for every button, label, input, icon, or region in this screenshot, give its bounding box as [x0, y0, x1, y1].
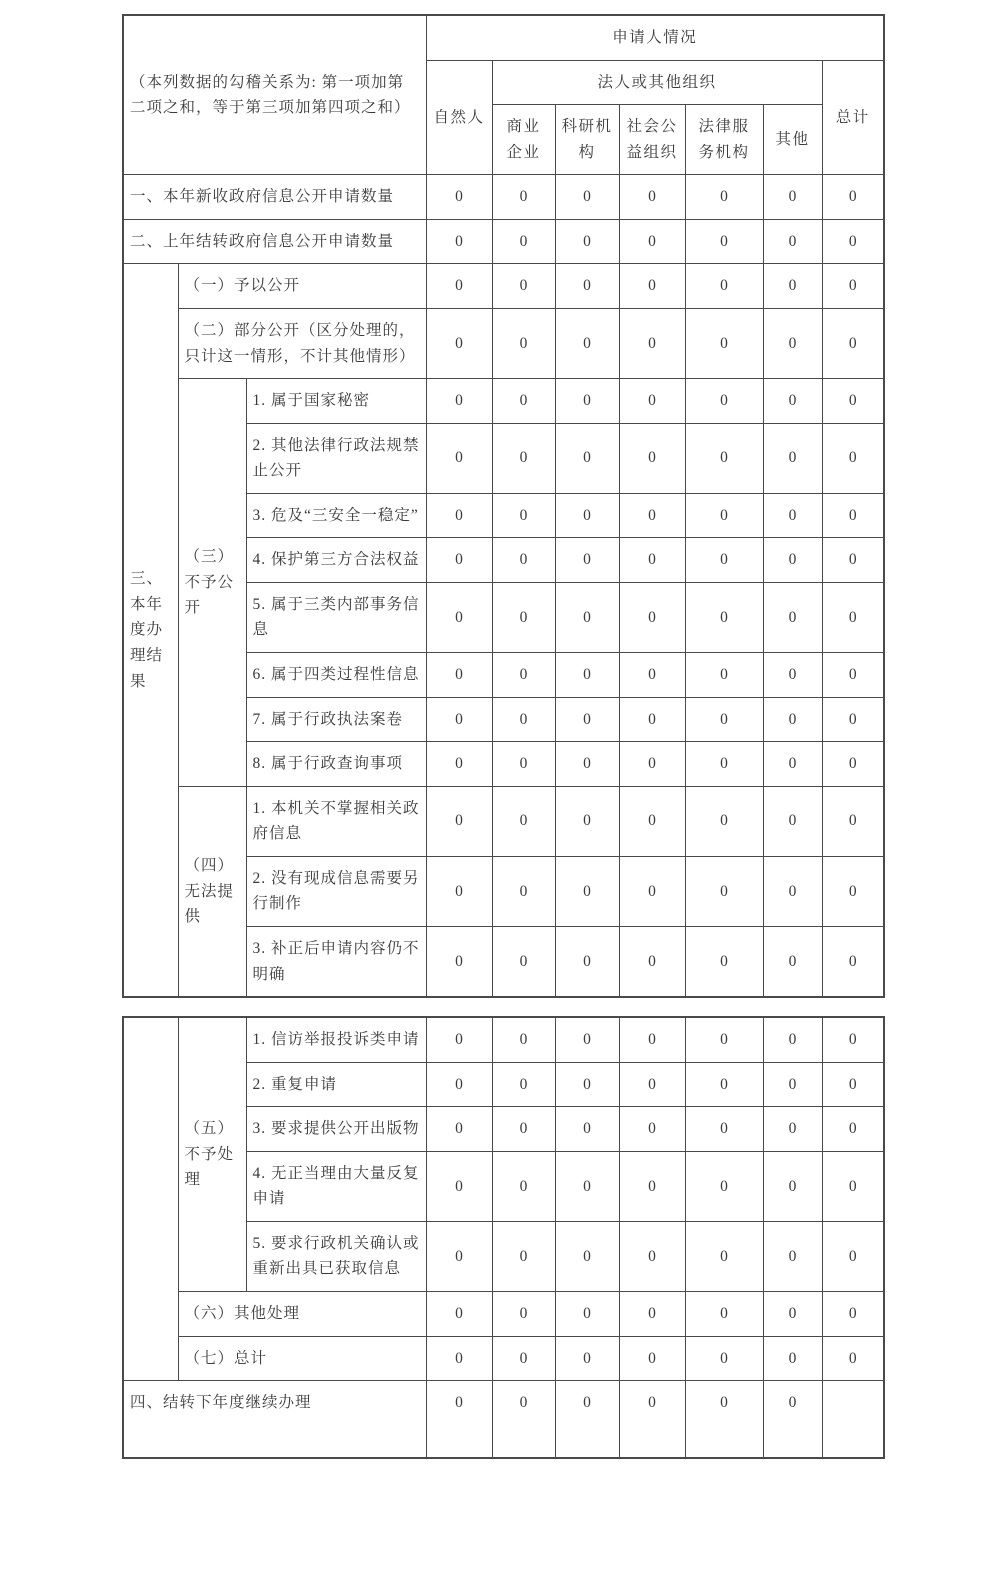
table-row	[123, 308, 884, 378]
value-cell: 0	[492, 379, 555, 424]
row-label-carried-to-next-year: 四、结转下年度继续办理	[123, 1381, 426, 1459]
row-label-enforcement-files: 7. 属于行政执法案卷	[246, 697, 426, 742]
row-label-info-not-held: 1. 本机关不掌握相关政府信息	[246, 786, 426, 856]
row-label-other-processing: （六）其他处理	[178, 1292, 426, 1337]
group-label-unable-to-provide: （四）无法提供	[178, 786, 246, 997]
value-cell: 0	[685, 1062, 763, 1107]
value-cell: 0	[822, 379, 884, 424]
value-cell: 0	[619, 926, 685, 997]
value-cell: 0	[426, 264, 492, 309]
value-cell: 0	[555, 1151, 619, 1221]
value-cell: 0	[619, 653, 685, 698]
value-cell: 0	[426, 697, 492, 742]
value-cell: 0	[492, 1292, 555, 1337]
value-cell: 0	[822, 423, 884, 493]
value-cell: 0	[685, 493, 763, 538]
value-cell: 0	[426, 1107, 492, 1152]
value-cell: 0	[555, 308, 619, 378]
row-label-petition-complaint: 1. 信访举报投诉类申请	[246, 1017, 426, 1062]
value-cell: 0	[685, 538, 763, 583]
value-cell: 0	[685, 1151, 763, 1221]
value-cell: 0	[763, 493, 822, 538]
row-label-internal-affairs-info: 5. 属于三类内部事务信息	[246, 582, 426, 652]
value-cell: 0	[426, 175, 492, 220]
value-cell: 0	[555, 697, 619, 742]
value-cell: 0	[763, 1151, 822, 1221]
value-cell: 0	[426, 423, 492, 493]
value-cell: 0	[763, 308, 822, 378]
value-cell: 0	[619, 308, 685, 378]
value-cell: 0	[763, 1062, 822, 1107]
value-cell: 0	[619, 1221, 685, 1291]
value-cell: 0	[763, 1292, 822, 1337]
value-cell: 0	[492, 423, 555, 493]
value-cell: 0	[685, 786, 763, 856]
row-label-administrative-inquiry: 8. 属于行政查询事项	[246, 742, 426, 787]
value-cell: 0	[555, 379, 619, 424]
row-label-confirm-or-reissue-info: 5. 要求行政机关确认或重新出具已获取信息	[246, 1221, 426, 1291]
value-cell: 0	[685, 175, 763, 220]
value-cell: 0	[822, 697, 884, 742]
value-cell: 0	[619, 264, 685, 309]
value-cell: 0	[555, 1336, 619, 1381]
value-cell: 0	[822, 1017, 884, 1062]
value-cell: 0	[685, 697, 763, 742]
value-cell: 0	[492, 1107, 555, 1152]
row-label-repeated-application: 2. 重复申请	[246, 1062, 426, 1107]
table-row	[123, 264, 884, 309]
value-cell: 0	[426, 1292, 492, 1337]
value-cell: 0	[426, 582, 492, 652]
value-cell: 0	[763, 697, 822, 742]
value-cell: 0	[492, 1336, 555, 1381]
table-row	[123, 1017, 884, 1062]
value-cell: 0	[822, 1151, 884, 1221]
table-row	[123, 219, 884, 264]
value-cell: 0	[763, 1381, 822, 1459]
value-cell: 0	[426, 308, 492, 378]
value-cell: 0	[492, 926, 555, 997]
value-cell: 0	[426, 742, 492, 787]
value-cell	[822, 1381, 884, 1459]
value-cell: 0	[492, 219, 555, 264]
value-cell: 0	[619, 1151, 685, 1221]
value-cell: 0	[763, 653, 822, 698]
value-cell: 0	[555, 538, 619, 583]
value-cell: 0	[822, 1062, 884, 1107]
col-header-natural-person: 自然人	[426, 60, 492, 175]
disclosure-table-upper	[122, 14, 885, 998]
value-cell: 0	[555, 175, 619, 220]
value-cell: 0	[555, 742, 619, 787]
row-label-third-party-rights: 4. 保护第三方合法权益	[246, 538, 426, 583]
value-cell: 0	[426, 653, 492, 698]
value-cell: 0	[685, 1221, 763, 1291]
value-cell: 0	[685, 219, 763, 264]
value-cell: 0	[685, 653, 763, 698]
row-label-partial-disclosure: （二）部分公开（区分处理的，只计这一情形，不计其他情形）	[178, 308, 426, 378]
value-cell: 0	[822, 1292, 884, 1337]
group-label-refused-disclosure: （三）不予公开	[178, 379, 246, 787]
table-row	[123, 1381, 884, 1459]
value-cell: 0	[619, 742, 685, 787]
value-cell: 0	[763, 538, 822, 583]
col-header-business: 商业企业	[492, 105, 555, 175]
value-cell: 0	[492, 308, 555, 378]
col-header-applicant-group: 申请人情况	[426, 15, 884, 60]
value-cell: 0	[822, 175, 884, 220]
value-cell: 0	[492, 856, 555, 926]
group-label-not-processed: （五）不予处理	[178, 1017, 246, 1291]
value-cell: 0	[492, 1221, 555, 1291]
value-cell: 0	[763, 175, 822, 220]
value-cell: 0	[492, 538, 555, 583]
value-cell: 0	[822, 1336, 884, 1381]
value-cell: 0	[426, 1062, 492, 1107]
value-cell: 0	[685, 379, 763, 424]
table-row	[123, 175, 884, 220]
value-cell: 0	[822, 786, 884, 856]
value-cell: 0	[619, 856, 685, 926]
value-cell: 0	[492, 264, 555, 309]
row-label-needs-separate-production: 2. 没有现成信息需要另行制作	[246, 856, 426, 926]
value-cell: 0	[555, 493, 619, 538]
row-label-subtotal: （七）总计	[178, 1336, 426, 1381]
col-header-legal-service: 法律服务机构	[685, 105, 763, 175]
value-cell: 0	[492, 175, 555, 220]
value-cell: 0	[822, 493, 884, 538]
value-cell: 0	[763, 856, 822, 926]
col-header-research: 科研机构	[555, 105, 619, 175]
value-cell: 0	[426, 1017, 492, 1062]
row-label-new-applications: 一、本年新收政府信息公开申请数量	[123, 175, 426, 220]
col-header-other: 其他	[763, 105, 822, 175]
value-cell: 0	[555, 1107, 619, 1152]
value-cell: 0	[822, 653, 884, 698]
row-label-public-publications: 3. 要求提供公开出版物	[246, 1107, 426, 1152]
value-cell: 0	[492, 493, 555, 538]
value-cell: 0	[822, 1221, 884, 1291]
value-cell: 0	[619, 175, 685, 220]
value-cell: 0	[763, 1107, 822, 1152]
value-cell: 0	[555, 1221, 619, 1291]
value-cell: 0	[492, 653, 555, 698]
value-cell: 0	[685, 856, 763, 926]
value-cell: 0	[763, 423, 822, 493]
row-label-unjustified-repeat-requests: 4. 无正当理由大量反复申请	[246, 1151, 426, 1221]
value-cell: 0	[426, 493, 492, 538]
value-cell: 0	[763, 1336, 822, 1381]
value-cell: 0	[619, 1292, 685, 1337]
value-cell: 0	[822, 219, 884, 264]
value-cell: 0	[619, 786, 685, 856]
value-cell: 0	[426, 786, 492, 856]
value-cell: 0	[822, 264, 884, 309]
value-cell: 0	[685, 1381, 763, 1459]
value-cell: 0	[492, 1062, 555, 1107]
value-cell: 0	[555, 219, 619, 264]
value-cell: 0	[685, 1336, 763, 1381]
value-cell: 0	[555, 1017, 619, 1062]
value-cell: 0	[763, 219, 822, 264]
value-cell: 0	[619, 1062, 685, 1107]
value-cell: 0	[426, 538, 492, 583]
value-cell: 0	[555, 582, 619, 652]
value-cell: 0	[426, 926, 492, 997]
disclosure-table-lower	[122, 1016, 885, 1459]
value-cell: 0	[492, 1017, 555, 1062]
value-cell: 0	[492, 786, 555, 856]
value-cell: 0	[426, 856, 492, 926]
value-cell: 0	[685, 264, 763, 309]
value-cell: 0	[822, 308, 884, 378]
row-label-endanger-security: 3. 危及“三安全一稳定”	[246, 493, 426, 538]
value-cell: 0	[822, 582, 884, 652]
value-cell: 0	[619, 1336, 685, 1381]
value-cell: 0	[763, 786, 822, 856]
row-label-state-secret: 1. 属于国家秘密	[246, 379, 426, 424]
value-cell: 0	[555, 423, 619, 493]
row-label-carried-over-applications: 二、上年结转政府信息公开申请数量	[123, 219, 426, 264]
value-cell: 0	[822, 1107, 884, 1152]
value-cell: 0	[426, 1336, 492, 1381]
value-cell: 0	[685, 308, 763, 378]
col-header-public-welfare: 社会公益组织	[619, 105, 685, 175]
table-row	[123, 379, 884, 424]
table-row	[123, 786, 884, 856]
value-cell: 0	[822, 926, 884, 997]
value-cell: 0	[619, 1017, 685, 1062]
row-label-other-laws-prohibit: 2. 其他法律行政法规禁止公开	[246, 423, 426, 493]
value-cell: 0	[555, 856, 619, 926]
value-cell: 0	[555, 926, 619, 997]
table-row	[123, 1292, 884, 1337]
value-cell: 0	[426, 379, 492, 424]
value-cell: 0	[492, 742, 555, 787]
value-cell: 0	[426, 1221, 492, 1291]
value-cell: 0	[426, 1151, 492, 1221]
value-cell: 0	[555, 1292, 619, 1337]
value-cell: 0	[763, 926, 822, 997]
value-cell: 0	[685, 1292, 763, 1337]
value-cell: 0	[763, 379, 822, 424]
value-cell: 0	[619, 1381, 685, 1459]
value-cell: 0	[763, 264, 822, 309]
value-cell: 0	[619, 219, 685, 264]
value-cell: 0	[619, 697, 685, 742]
value-cell: 0	[555, 786, 619, 856]
value-cell: 0	[492, 582, 555, 652]
section-label-annual-results-continued	[123, 1017, 178, 1381]
col-header-legal-org-group: 法人或其他组织	[492, 60, 822, 105]
row-label-process-info: 6. 属于四类过程性信息	[246, 653, 426, 698]
value-cell: 0	[555, 653, 619, 698]
value-cell: 0	[619, 1107, 685, 1152]
value-cell: 0	[763, 1017, 822, 1062]
value-cell: 0	[555, 1381, 619, 1459]
value-cell: 0	[685, 423, 763, 493]
value-cell: 0	[685, 926, 763, 997]
row-label-still-unclear-after-correction: 3. 补正后申请内容仍不明确	[246, 926, 426, 997]
value-cell: 0	[685, 742, 763, 787]
value-cell: 0	[619, 379, 685, 424]
value-cell: 0	[619, 582, 685, 652]
col-header-total: 总计	[822, 60, 884, 175]
value-cell: 0	[619, 538, 685, 583]
value-cell: 0	[492, 697, 555, 742]
value-cell: 0	[685, 1107, 763, 1152]
value-cell: 0	[763, 742, 822, 787]
value-cell: 0	[822, 742, 884, 787]
section-label-annual-results: 三、本年度办理结果	[123, 264, 178, 997]
header-row-applicant	[123, 15, 884, 60]
table-row	[123, 1336, 884, 1381]
value-cell: 0	[822, 538, 884, 583]
value-cell: 0	[426, 1381, 492, 1459]
value-cell: 0	[555, 264, 619, 309]
value-cell: 0	[619, 493, 685, 538]
value-cell: 0	[822, 856, 884, 926]
value-cell: 0	[426, 219, 492, 264]
value-cell: 0	[555, 1062, 619, 1107]
value-cell: 0	[492, 1381, 555, 1459]
value-cell: 0	[619, 423, 685, 493]
value-cell: 0	[763, 582, 822, 652]
value-cell: 0	[685, 582, 763, 652]
value-cell: 0	[763, 1221, 822, 1291]
row-label-granted-disclosure: （一）予以公开	[178, 264, 426, 309]
note-cell: （本列数据的勾稽关系为: 第一项加第二项之和，等于第三项加第四项之和）	[123, 15, 426, 175]
value-cell: 0	[492, 1151, 555, 1221]
value-cell: 0	[685, 1017, 763, 1062]
